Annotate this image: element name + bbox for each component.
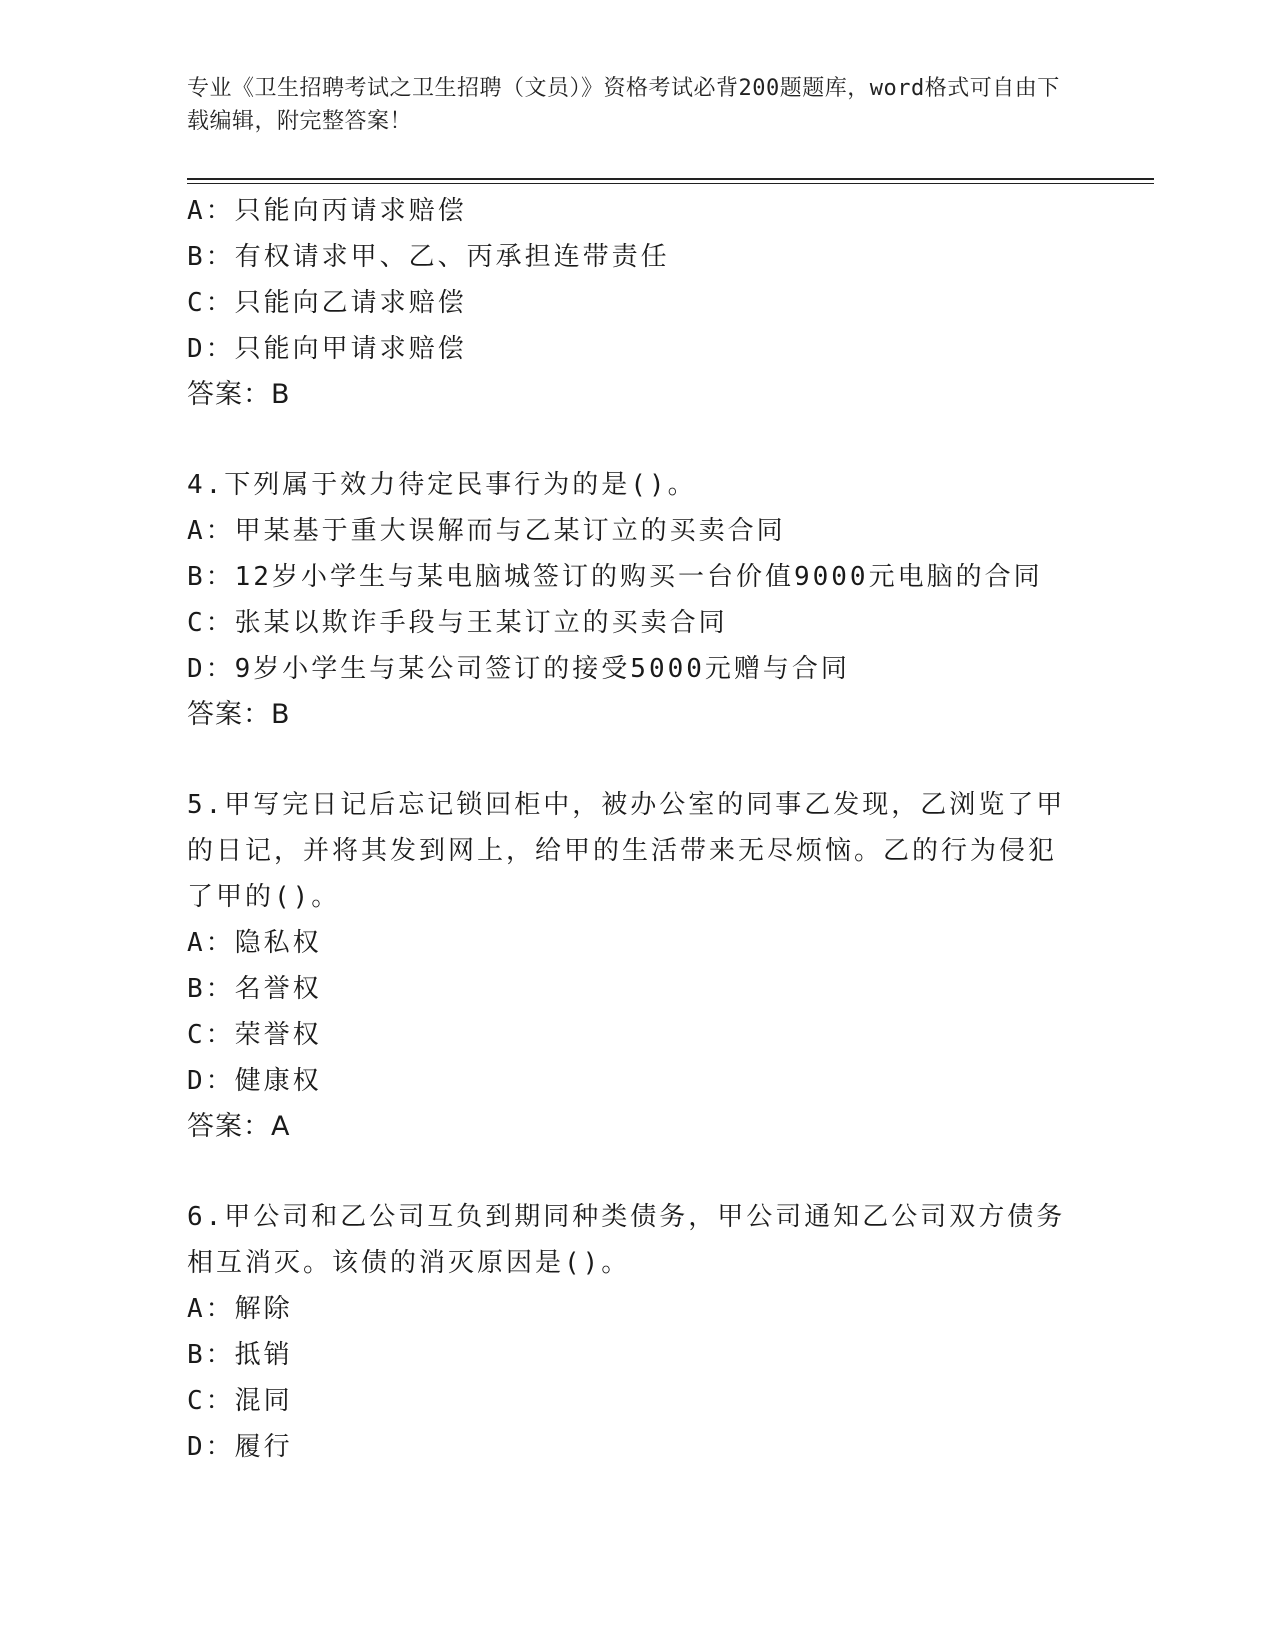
question-stem: 5.甲写完日记后忘记锁回柜中，被办公室的同事乙发现，乙浏览了甲的日记，并将其发到网上，给甲的生活带来无尽烦恼。乙的行为侵犯了甲的()。 [187, 790, 1066, 912]
option-a: A：隐私权 [187, 928, 322, 958]
option-d: D：履行 [187, 1432, 293, 1462]
option-b: B：有权请求甲、乙、丙承担连带责任 [187, 242, 670, 272]
question-list [187, 188, 1067, 1470]
question-5 [187, 782, 1067, 1150]
question-stem: 6.甲公司和乙公司互负到期同种类债务，甲公司通知乙公司双方债务相互消灭。该债的消灭原因是()。 [187, 1202, 1066, 1278]
question-3 [187, 188, 1067, 418]
question-4 [187, 462, 1067, 738]
option-c: C：张某以欺诈手段与王某订立的买卖合同 [187, 608, 728, 638]
option-d: D：9岁小学生与某公司签订的接受5000元赠与合同 [187, 654, 850, 684]
option-a: A：甲某基于重大误解而与乙某订立的买卖合同 [187, 516, 786, 546]
option-a: A：解除 [187, 1294, 293, 1324]
option-b: B：12岁小学生与某电脑城签订的购买一台价值9000元电脑的合同 [187, 562, 1043, 592]
header-divider [187, 178, 1154, 180]
option-c: C：只能向乙请求赔偿 [187, 288, 467, 318]
answer-label: 答案：B [187, 699, 291, 730]
question-6 [187, 1194, 1067, 1470]
option-d: D：健康权 [187, 1066, 322, 1096]
document-header-title: 专业《卫生招聘考试之卫生招聘（文员）》资格考试必背200题题库，word格式可自由下载编辑，附完整答案！ [187, 76, 1060, 134]
option-d: D：只能向甲请求赔偿 [187, 334, 467, 364]
answer-label: 答案：A [187, 1111, 291, 1142]
option-c: C：荣誉权 [187, 1020, 322, 1050]
option-a: A：只能向丙请求赔偿 [187, 196, 467, 226]
answer-label: 答案：B [187, 379, 291, 410]
header-divider-thin [187, 183, 1154, 184]
option-b: B：名誉权 [187, 974, 322, 1004]
option-c: C：混同 [187, 1386, 293, 1416]
option-b: B：抵销 [187, 1340, 293, 1370]
question-stem: 4.下列属于效力待定民事行为的是()。 [187, 470, 697, 500]
